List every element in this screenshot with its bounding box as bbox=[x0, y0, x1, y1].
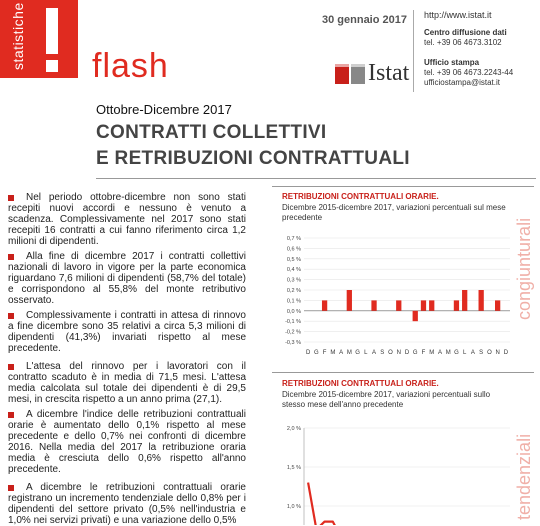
title-rule bbox=[96, 178, 536, 179]
logo-exclamation-bar bbox=[46, 8, 58, 54]
paragraph-text: A dicembre le retribuzioni contrattuali orarie registrano un incremento tendenziale dello 0,8% per i dipendenti del settore privato (0,5% nell'industria e 1,0% nei servizi privati) e una variazione dello 0,5% bbox=[8, 482, 246, 526]
x-tick-label: D bbox=[503, 350, 509, 356]
x-tick-label: G bbox=[355, 350, 360, 356]
logo-vertical-text: statistiche bbox=[10, 2, 26, 70]
bar bbox=[413, 311, 418, 321]
chart2-side-label: tendenziali bbox=[514, 433, 534, 520]
x-tick-label: S bbox=[380, 350, 385, 356]
bar bbox=[495, 300, 500, 310]
x-tick-label: D bbox=[305, 350, 311, 356]
paragraph-sector-trend bbox=[8, 482, 246, 526]
paragraph-contracts-in-force bbox=[8, 251, 246, 306]
x-tick-label: S bbox=[479, 350, 484, 356]
chart2-top-rule bbox=[272, 372, 534, 373]
bar bbox=[371, 300, 376, 310]
x-tick-label: D bbox=[404, 350, 410, 356]
y-tick-label: 0,6 % bbox=[286, 246, 301, 253]
contact-data-center bbox=[424, 28, 507, 48]
paragraph-text: L'attesa del rinnovo per i lavoratori con il contratto scaduto è in media di 71,5 mesi. L'attesa media calcolata sul totale dei dipendenti è di 29,5 mesi, in crescita rispetto a un anno prima (27,1). bbox=[8, 361, 246, 405]
istat-wordmark: Istat bbox=[368, 60, 410, 86]
paragraph-hourly-index bbox=[8, 409, 246, 475]
paragraph-renewal-pending bbox=[8, 310, 246, 354]
y-tick-label: -0,2 % bbox=[285, 329, 301, 336]
x-tick-label: O bbox=[388, 350, 393, 356]
annual-change-line-chart bbox=[278, 420, 518, 525]
y-tick-label: 0,5 % bbox=[286, 256, 301, 263]
x-tick-label: M bbox=[445, 350, 451, 356]
x-tick-label: G bbox=[454, 350, 459, 356]
contact-press-office bbox=[424, 58, 513, 88]
paragraph-text: Nel periodo ottobre-dicembre non sono stati recepiti nuovi accordi e nessuno è venuto a scadenza. Complessivamente nel 2017 sono stati recepiti 16 contratti a cui fanno riferimento circa 1,2 milioni di dipendenti. bbox=[8, 192, 246, 247]
statistiche-flash-logo bbox=[0, 0, 78, 78]
x-tick-label: F bbox=[322, 350, 327, 356]
x-tick-label: O bbox=[487, 350, 492, 356]
chart1-side-label: congiunturali bbox=[514, 217, 534, 320]
x-tick-label: G bbox=[412, 350, 418, 356]
x-tick-label: F bbox=[421, 350, 426, 356]
y-tick-label: 0,2 % bbox=[286, 288, 301, 294]
report-title-line1: CONTRATTI COLLETTIVI bbox=[96, 122, 327, 143]
chart2-title: RETRIBUZIONI CONTRATTUALI ORARIE. bbox=[282, 379, 439, 388]
y-tick-label: 0,7 % bbox=[286, 236, 301, 242]
istat-url-link[interactable]: http://www.istat.it bbox=[424, 10, 492, 20]
publication-date: 30 gennaio 2017 bbox=[322, 14, 407, 26]
series-line bbox=[308, 483, 506, 525]
paragraph-waiting-time bbox=[8, 361, 246, 405]
chart2-subtitle: Dicembre 2015-dicembre 2017, variazioni percentuali sullo stesso mese dell'anno precedente bbox=[282, 390, 491, 409]
chart1-subtitle: Dicembre 2015-dicembre 2017, variazioni percentuali sul mese precedente bbox=[282, 203, 506, 222]
paragraph-text: Alla fine di dicembre 2017 i contratti collettivi nazionali di lavoro in vigore per la parte economica riguardano 7,6 milioni di dipendenti (58,7% del totale) e corrispondono al 55,8% del monte retributivo osservato. bbox=[8, 251, 246, 306]
report-title-line2: E RETRIBUZIONI CONTRATTUALI bbox=[96, 148, 410, 169]
y-tick-label: 0,0 % bbox=[286, 308, 301, 315]
paragraph-text: A dicembre l'indice delle retribuzioni contrattuali orarie è aumentato dello 0,1% rispetto al mese precedente e dello 0,7% nei confronti di dicembre 2016. Nella media del 2017 la retribuzione oraria media è cresciuta dello 0,6% rispetto all'anno precedente. bbox=[8, 409, 246, 475]
x-tick-label: L bbox=[364, 350, 368, 356]
contact-phone: tel. +39 06 4673.3102 bbox=[424, 38, 502, 47]
y-tick-label: 0,3 % bbox=[286, 277, 301, 284]
y-tick-label: 0,1 % bbox=[286, 298, 301, 305]
bar bbox=[429, 300, 434, 310]
x-tick-label: A bbox=[470, 350, 475, 356]
bar bbox=[396, 300, 401, 310]
paragraph-agreements bbox=[8, 192, 246, 247]
chart1-top-rule bbox=[272, 186, 534, 187]
x-tick-label: A bbox=[339, 350, 344, 356]
x-tick-label: N bbox=[495, 350, 500, 356]
bar bbox=[479, 290, 484, 311]
x-tick-label: A bbox=[437, 350, 442, 356]
x-tick-label: M bbox=[330, 350, 336, 356]
bar bbox=[322, 300, 327, 310]
x-tick-label: G bbox=[314, 350, 319, 356]
contact-label: Centro diffusione dati bbox=[424, 28, 507, 37]
bar bbox=[421, 300, 426, 310]
header-divider bbox=[413, 10, 414, 92]
y-tick-label: 1,5 % bbox=[286, 465, 301, 471]
bar bbox=[347, 290, 352, 311]
bar bbox=[454, 300, 459, 310]
bar bbox=[462, 290, 467, 311]
y-tick-label: -0,3 % bbox=[285, 340, 301, 346]
y-tick-label: 0,4 % bbox=[286, 267, 301, 274]
istat-logo-icon bbox=[333, 60, 367, 86]
x-tick-label: A bbox=[372, 350, 377, 356]
y-tick-label: -0,1 % bbox=[285, 319, 301, 326]
y-tick-label: 2,0 % bbox=[286, 426, 301, 432]
monthly-change-bar-chart bbox=[278, 232, 518, 356]
y-tick-label: 1,0 % bbox=[286, 504, 301, 510]
chart1-title: RETRIBUZIONI CONTRATTUALI ORARIE. bbox=[282, 192, 439, 201]
x-tick-label: L bbox=[463, 350, 467, 356]
x-tick-label: M bbox=[429, 350, 435, 356]
paragraph-text: Complessivamente i contratti in attesa di rinnovo a fine dicembre sono 35 relativi a circa 5,3 milioni di dipendenti (41,3%) invariati rispetto al mese precedente. bbox=[8, 310, 246, 354]
x-tick-label: N bbox=[396, 350, 401, 356]
contact-label: Ufficio stampa bbox=[424, 58, 480, 67]
logo-flash-word: flash bbox=[92, 47, 169, 85]
logo-exclamation-dot bbox=[46, 60, 58, 72]
contact-email[interactable]: ufficiostampa@istat.it bbox=[424, 78, 501, 87]
contact-phone: tel. +39 06 4673.2243-44 bbox=[424, 68, 514, 77]
report-period: Ottobre-Dicembre 2017 bbox=[96, 102, 232, 117]
x-tick-label: M bbox=[346, 350, 352, 356]
